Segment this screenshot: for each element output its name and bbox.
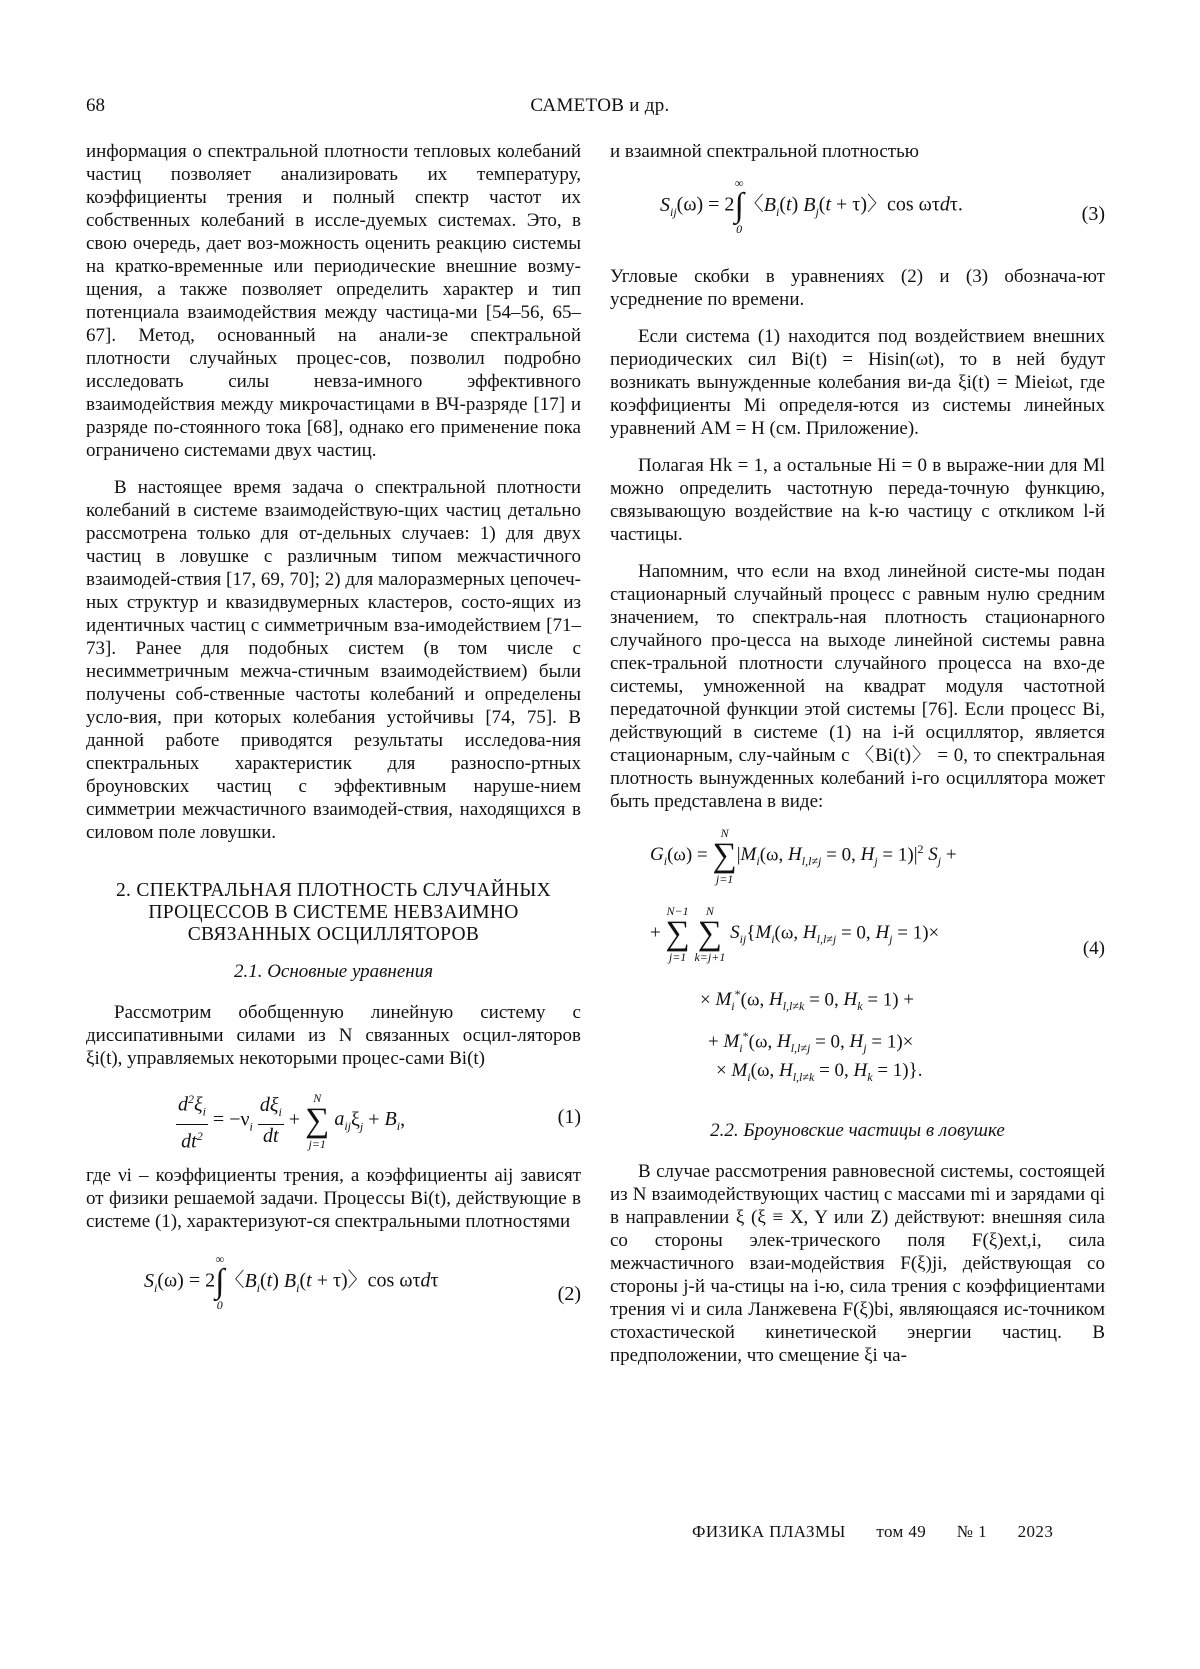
- equation-number: (2): [557, 1283, 581, 1305]
- journal-name: ФИЗИКА ПЛАЗМЫ: [692, 1522, 846, 1541]
- equation-4-line-2: + N−1 ∑ j=1 N ∑ k=j+1 $S_{ij}\{M_i(\omega$, $H_{l,l\ne j} = 0$, $H_j = 1)\times$: [650, 904, 940, 964]
- left-column: [86, 140, 581, 1339]
- equation-number: (3): [1081, 203, 1105, 225]
- equation-1: [86, 1084, 581, 1154]
- page-number: 68: [86, 95, 105, 116]
- paragraph: информация о спектральной плотности тепловых колебаний частиц позволяет анализировать их температуру, коэффициенты трения и полный спектр частот их собственных колебаний в иссле-дуемых системах. Это, в свою очередь, дает воз-можность оценить реакцию системы на кратко-временные или периодические внешние возму-щения, а также позволяет определить характер и тип потенциала взаимодействия между частица-ми [54–56, 65–67]. Метод, основанный на анали-зе спектральной плотности случайных процес-сов, позволил подробно исследовать силы невза-имного эффективного взаимодействия между микрочастицами в ВЧ-разряде [17] и разряде по-стоянного тока [68], однако его применение пока ограничено системами двух частиц.: [86, 141, 581, 461]
- equation-4-line-4: + $M_i^*(\omega$, $H_{l,l\ne j} = 0$, $H_j = 1)\times$: [708, 1029, 914, 1056]
- equation-1-body: $\frac{d^2\xi_i}{dt^2}$ = $-\nu_i$ $\frac{d\xi_i}{dt}$ + N ∑ j=1 $a_{ij}\xi_j + B_i$,: [176, 1088, 405, 1153]
- equation-4-line-1: $G_i(\omega)$ = N ∑ j=1 $|M_i(\omega$, $H_{l,l\ne j} = 0$, $H_j = 1)|^2$ $S_j$ +: [650, 826, 957, 886]
- journal-volume: том 49: [876, 1522, 927, 1541]
- equation-3: [610, 177, 1105, 257]
- running-title: САМЕТОВ и др.: [530, 95, 670, 116]
- page-footer: [692, 1522, 1079, 1542]
- paragraph: Угловые скобки в уравнениях (2) и (3) обознача-ют усреднение по времени.: [610, 266, 1105, 310]
- equation-3-body: $S_{ij}(\omega) = 2$ ∞ ∫ 0 〈$B_i(t) B_j(t + \tau)$〉cos ωτdτ.: [660, 176, 963, 236]
- subsection-title: 2.1. Основные уравнения: [233, 961, 434, 982]
- journal-year: 2023: [1017, 1522, 1054, 1541]
- paragraph: и взаимной спектральной плотностью: [610, 141, 919, 162]
- equation-2-body: $S_i(\omega) = 2$ ∞ ∫ 0 〈$B_i(t) B_i(t + \tau)$〉cos ωτdτ: [144, 1252, 439, 1312]
- paragraph: Напомним, что если на вход линейной систе-мы подан стационарный случайный процесс с равным нулю средним значением, то спектраль-ная плотность стационарного случайного про-цесса на выходе линейной системы равна спек-тральной плотности случайного процесса на вхо-де системы, умноженной на квадрат модуля частотной передаточной функции этой системы [76]. Если процесс Bi, действующий в системе (1) на i-й осциллятор, является стационарным, слу-чайным с 〈Bi(t)〉 = 0, то спектральная плотность вынужденных колебаний i-го осциллятора может быть представлена в виде:: [610, 561, 1105, 812]
- paragraph: Рассмотрим обобщенную линейную систему с диссипативными силами из N связанных осцил-ляторов ξi(t), управляемых некоторыми процес-сами Bi(t): [86, 1002, 581, 1069]
- section-title: 2. СПЕКТРАЛЬНАЯ ПЛОТНОСТЬ СЛУЧАЙНЫХ ПРОЦЕССОВ В СИСТЕМЕ НЕВЗАИМНО СВЯЗАННЫХ ОСЦИЛЛЯТОРОВ: [115, 880, 552, 945]
- right-column: [610, 140, 1105, 1381]
- equation-4: [610, 827, 1105, 1097]
- subsection-title: 2.2. Броуновские частицы в ловушке: [710, 1120, 1005, 1141]
- equation-2: [86, 1253, 581, 1339]
- equation-4-line-5: × $M_i(\omega$, $H_{l,l\ne k} = 0$, $H_k = 1$)}.: [716, 1060, 923, 1084]
- equation-number: (1): [557, 1106, 581, 1128]
- paragraph: где νi – коэффициенты трения, а коэффициенты aij зависят от физики решаемой задачи. Процессы Bi(t), действующие в системе (1), характеризуют-ся спектральными плотностями: [86, 1165, 581, 1232]
- journal-issue: № 1: [956, 1522, 987, 1541]
- paragraph: Если система (1) находится под воздействием внешних периодических сил Bi(t) = Hisin(ωt), то в ней будут возникать вынужденные колебания ви-да ξi(t) = Mieiωt, где коэффициенты Mi определя-ются из системы линейных уравнений AM = H (см. Приложение).: [610, 326, 1105, 439]
- page-header: [86, 95, 1114, 125]
- paragraph: В случае рассмотрения равновесной системы, состоящей из N взаимодействующих частиц с массами mi и зарядами qi в направлении ξ (ξ ≡ X, Y или Z) действуют: внешняя сила со стороны элек-трического поля F(ξ)ext,i, сила межчастичного взаи-модействия F(ξ)ji, действующая со стороны j-й ча-стицы на i-ю, сила трения с коэффициентами трения νi и сила Ланжевена F(ξ)bi, являющаяся ис-точником стохастической кинетической энергии частиц. В предположении, что смещение ξi ча-: [610, 1161, 1105, 1366]
- equation-4-line-3: × $M_i^*(\omega$, $H_{l,l\ne k} = 0$, $H_k = 1$) +: [700, 987, 915, 1014]
- paragraph: В настоящее время задача о спектральной плотности колебаний в системе взаимодействую-щих частиц детально рассмотрена только для от-дельных случаев: 1) для двух частиц в ловушке с различным типом межчастичного взаимодей-ствия [17, 69, 70]; 2) для малоразмерных цепочеч-ных структур и квазидвумерных кластеров, состо-ящих из идентичных частиц с симметричным вза-имодействием [71–73]. Ранее для подобных систем (в том числе с несимметричным межча-стичным взаимодействием) были получены соб-ственные частоты колебаний и определены усло-вия, при которых колебания устойчивы [74, 75]. В данной работе приводятся результаты исследова-ния спектральных характеристик для разноспо-ртных броуновских частиц с эффективным наруше-нием симметрии межчастичного взаимодей-ствия, находящихся в силовом поле ловушки.: [86, 477, 581, 843]
- equation-number: (4): [1082, 938, 1105, 959]
- paragraph: Полагая Hk = 1, а остальные Hi = 0 в выраже-нии для Ml можно определить частотную переда-точную функцию, связывающую воздействие на k-ю частицу с откликом l-й частицы.: [610, 455, 1105, 545]
